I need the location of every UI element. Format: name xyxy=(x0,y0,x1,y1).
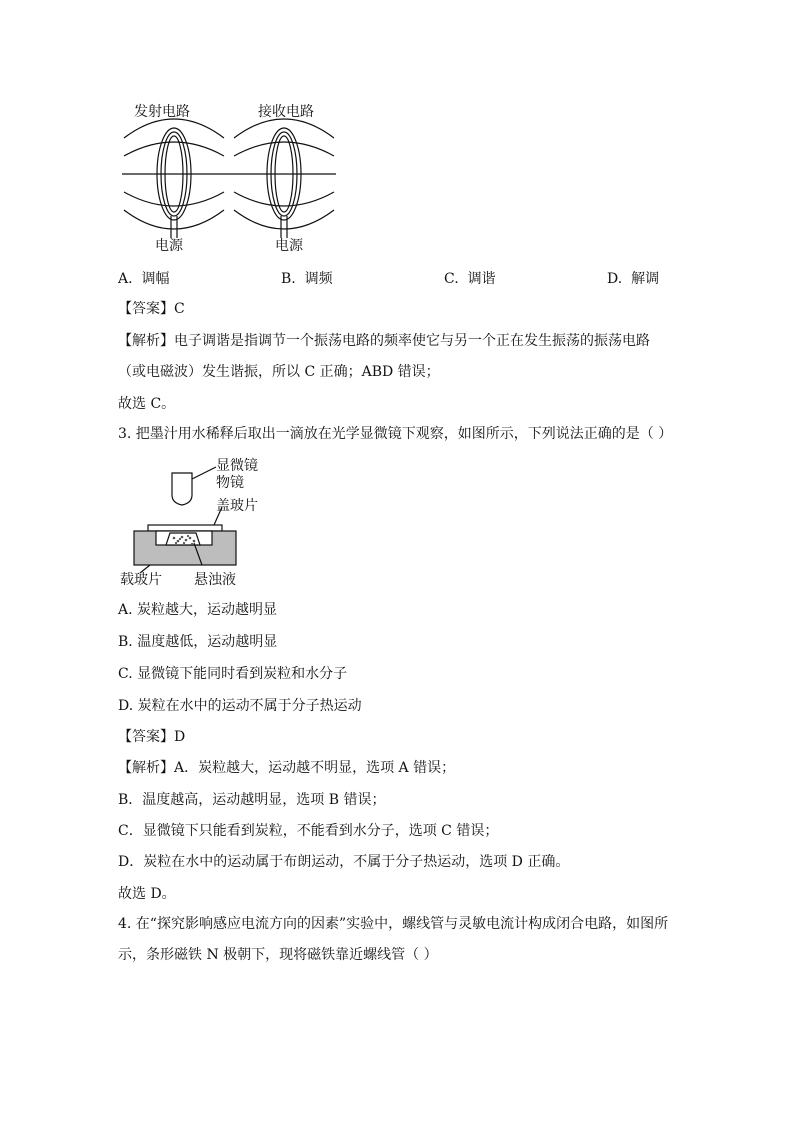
cover-slip-label: 盖玻片 xyxy=(216,498,258,514)
q3-question: 3. 把墨汁用水稀释后取出一滴放在光学显微镜下观察，如图所示，下列说法正确的是（ ） xyxy=(118,426,673,442)
slide-label: 载玻片 xyxy=(120,572,162,588)
q2-analysis-line: （或电磁波）发生谐振，所以 C 正确；ABD 错误； xyxy=(118,364,440,380)
q3-analysis-line: D．炭粒在水中的运动属于布朗运动，不属于分子热运动，选项 D 正确。 xyxy=(118,854,570,870)
q2-analysis-line: 【解析】电子调谐是指调节一个振荡电路的频率使它与另一个正在发生振荡的振荡电路 xyxy=(118,333,650,349)
power-source-label-left: 电源 xyxy=(155,238,183,254)
q3-option-d: D. 炭粒在水中的运动不属于分子热运动 xyxy=(118,698,362,714)
suspension-label: 悬浊液 xyxy=(194,572,236,588)
q4-question-line: 示，条形磁铁 N 极朝下，现将磁铁靠近螺线管（ ） xyxy=(118,947,438,963)
q3-answer: 【答案】D xyxy=(118,729,186,745)
q3-analysis-line: 【解析】A．炭粒越大，运动越不明显，选项 A 错误； xyxy=(118,760,456,776)
q3-analysis-line: C．显微镜下只能看到炭粒，不能看到水分子，选项 C 错误； xyxy=(118,823,499,839)
q3-option-b: B. 温度越低，运动越明显 xyxy=(118,634,278,650)
q2-option-c: C. 调谐 xyxy=(444,271,496,287)
objective-label-line1: 显微镜 xyxy=(216,458,258,474)
q3-option-a: A. 炭粒越大，运动越明显 xyxy=(118,602,278,618)
transmit-circuit-label: 发射电路 xyxy=(134,104,190,120)
q3-analysis-line: 故选 D。 xyxy=(118,886,176,902)
q2-analysis-line: 故选 C。 xyxy=(118,396,176,412)
power-source-label-right: 电源 xyxy=(275,238,303,254)
microscope-slide-drawing xyxy=(130,465,240,575)
q2-answer: 【答案】C xyxy=(118,301,185,317)
q4-question-line: 4. 在“探究影响感应电流方向的因素”实验中，螺线管与灵敏电流计构成闭合电路，如图所 xyxy=(118,916,669,932)
objective-label-line2: 物镜 xyxy=(216,475,244,491)
receive-circuit-label: 接收电路 xyxy=(258,104,314,120)
q2-option-b: B. 调频 xyxy=(281,271,333,287)
coil-field-diagram xyxy=(120,120,360,240)
q2-option-a: A. 调幅 xyxy=(118,271,170,287)
q2-option-d: D. 解调 xyxy=(607,271,660,287)
q3-option-c: C. 显微镜下能同时看到炭粒和水分子 xyxy=(118,666,348,682)
q3-analysis-line: B．温度越高，运动越明显，选项 B 错误； xyxy=(118,792,386,808)
